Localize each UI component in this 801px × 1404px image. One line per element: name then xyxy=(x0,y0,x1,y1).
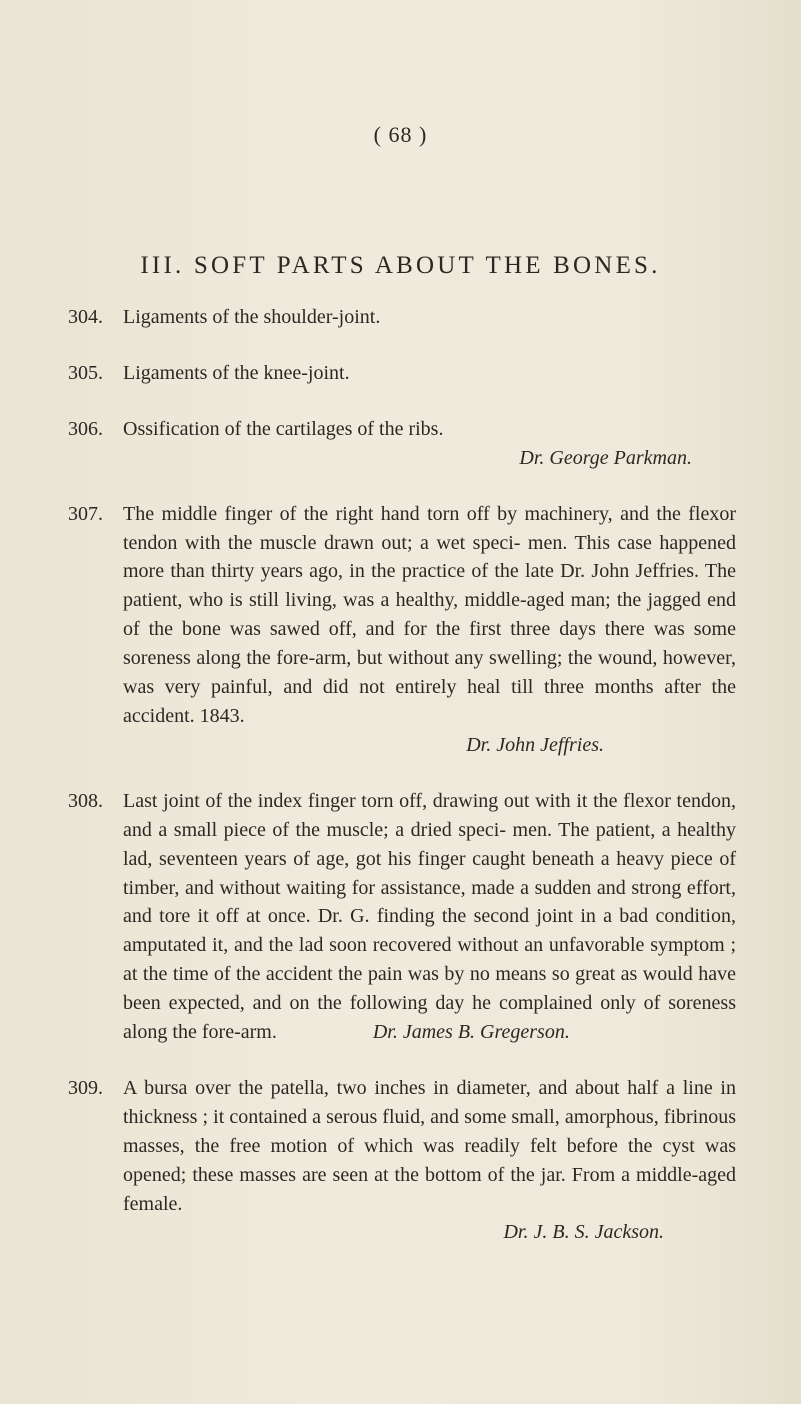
entry-text: The middle finger of the right hand torn off by machinery, and the flexor tendon with the muscle drawn out; a wet speci- men. This case happened more than thirty years ago, in the practice of the late Dr. John Jeffries. The patient, who is still living, was a healthy, middle-aged man; the jagged end of the bone was sawed off, and for the first three days there was some soreness along the fore-arm, but without any swelling; the wound, however, was very painful, and did not entirely heal till three months after the accident. 1843. xyxy=(123,502,736,727)
entry-text: Ligaments of the knee-joint. xyxy=(123,361,350,384)
entry-attribution: Dr. James B. Gregerson. xyxy=(372,1021,570,1044)
entry-number: 306. xyxy=(68,417,103,440)
entry-number: 309. xyxy=(68,1076,103,1099)
entry-305 xyxy=(68,359,736,388)
entry-307 xyxy=(68,500,736,760)
page-number: ( 68 ) xyxy=(373,122,428,147)
entry-text: A bursa over the patella, two inches in diameter, and about half a line in thickness ; it contained a serous fluid, and some small, amorphous, fibrinous masses, the free motion of which was readily felt before the cyst was opened; these masses are seen at the bottom of the jar. From a middle-aged female. xyxy=(123,1076,736,1215)
entry-number: 304. xyxy=(68,306,103,328)
entry-308 xyxy=(68,787,736,1047)
entry-text xyxy=(123,787,736,1047)
entry-304 xyxy=(68,303,736,332)
entry-309 xyxy=(68,1074,736,1247)
entry-number: 305. xyxy=(68,361,103,384)
entry-number: 307. xyxy=(68,502,103,525)
entry-text-body: Last joint of the index finger torn off, drawing out with it the flexor tendon, and a small piece of the muscle; a dried speci- men. The patient, a healthy lad, seventeen years of age, got his finger caught beneath a heavy piece of timber, and without waiting for assistance, made a sudden and strong effort, and tore it off at once. Dr. G. finding the second joint in a bad condition, amputated it, and the lad soon recovered without an unfavorable symptom ; at the time of the accident the pain was by no means so great as would have been expected, and on the following day he complained only of soreness along the fore-arm. xyxy=(123,789,736,1044)
entry-text: Ossification of the cartilages of the ribs. xyxy=(123,417,444,440)
entry-text: Ligaments of the shoulder-joint. xyxy=(123,306,381,328)
entry-list xyxy=(68,303,736,1274)
entry-attribution: Dr. George Parkman. xyxy=(519,446,692,469)
entry-306 xyxy=(68,415,736,473)
section-title: III. SOFT PARTS ABOUT THE BONES. xyxy=(140,252,661,279)
entry-number: 308. xyxy=(68,789,103,812)
entry-attribution: Dr. John Jeffries. xyxy=(466,733,604,756)
entry-attribution: Dr. J. B. S. Jackson. xyxy=(503,1221,664,1244)
